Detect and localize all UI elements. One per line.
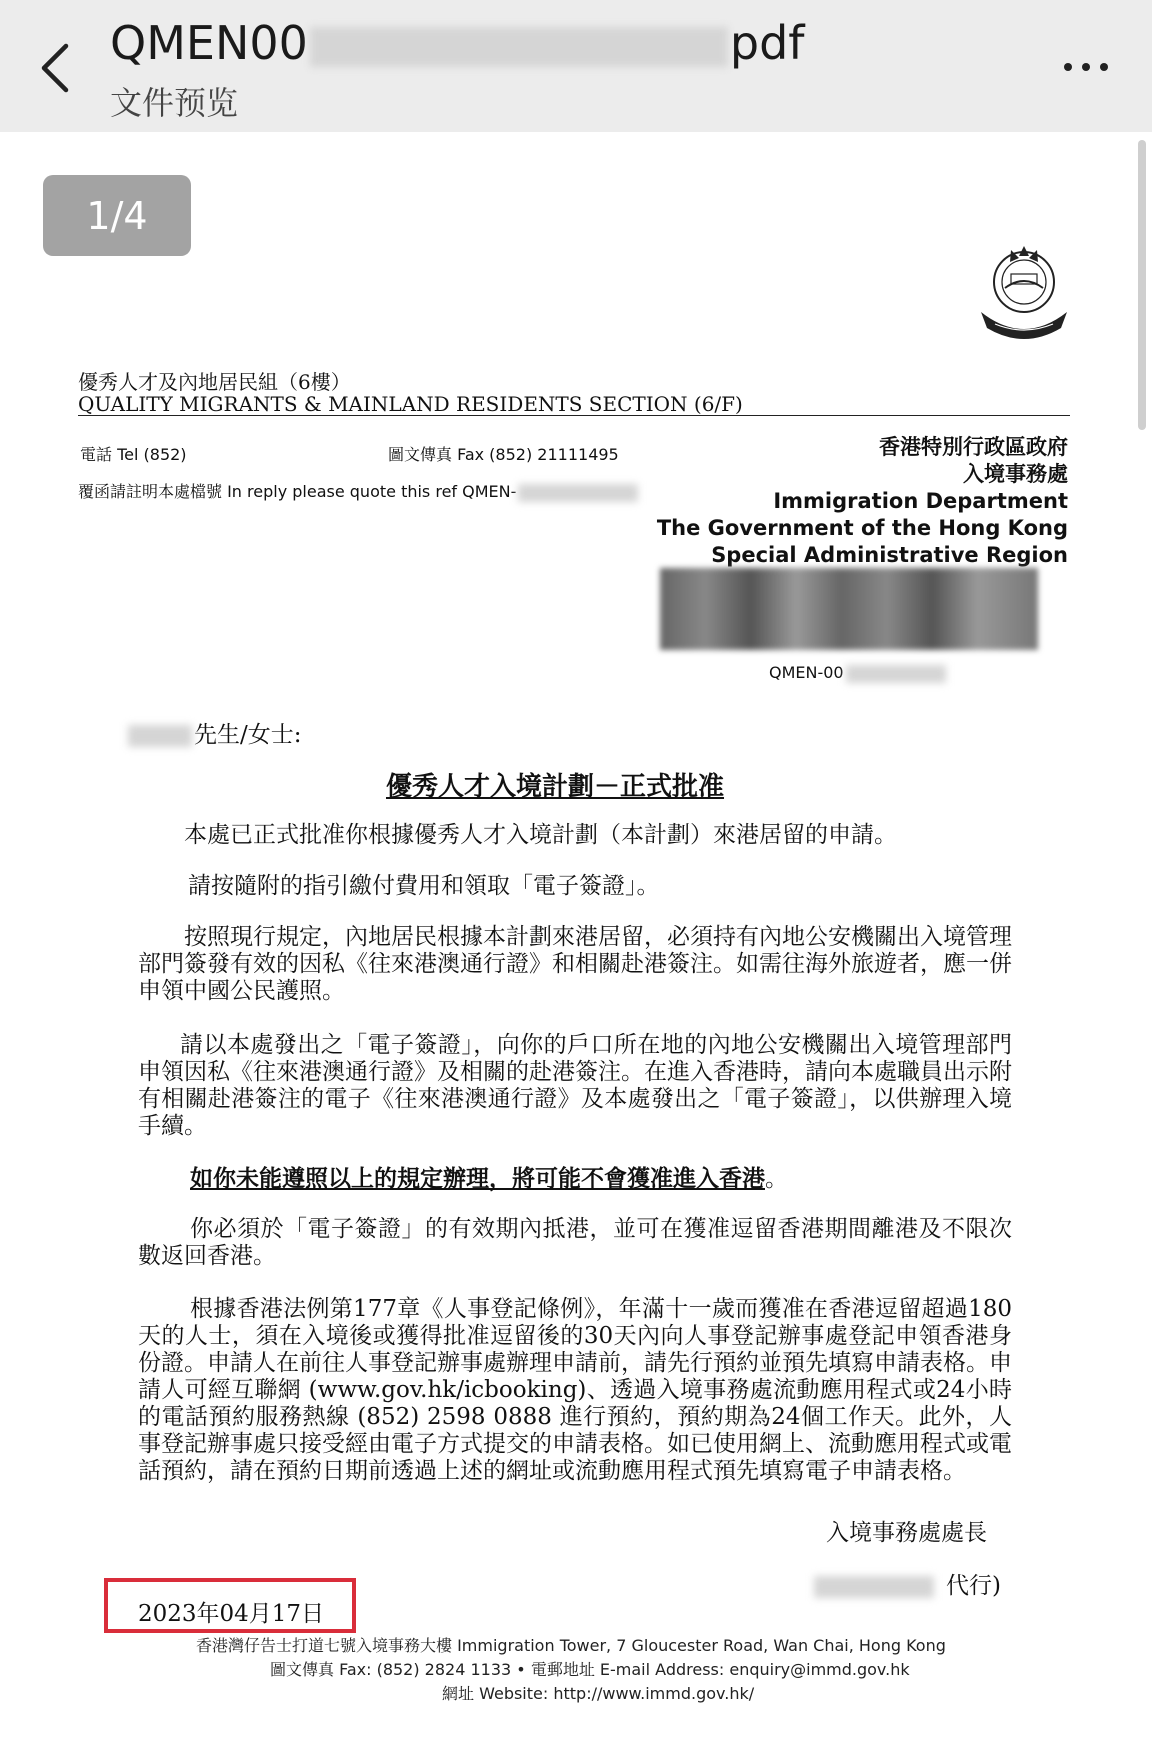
paragraph-6-text: 你必須於「電子簽證」的有效期內抵港，並可在獲准逗留香港期間離港及不限次數返回香港。 [138, 1216, 1012, 1269]
paragraph-1 [138, 822, 1012, 849]
signature-suffix: 代行) [946, 1573, 1001, 1599]
reference-label: 覆函請註明本處檔號 In reply please quote this ref QMEN- [78, 482, 517, 501]
back-button[interactable] [36, 40, 76, 96]
section-name-english: QUALITY MIGRANTS & MAINLAND RESIDENTS SECTION (6/F) [78, 392, 743, 416]
redacted-reference [518, 484, 638, 502]
paragraph-4 [138, 1032, 1012, 1140]
page-indicator: 1/4 [43, 175, 191, 256]
footer-website: 網址 Website: http://www.immd.gov.hk/ [442, 1684, 755, 1703]
gov-line-2: 入境事務處 [963, 462, 1068, 486]
header-rule [78, 415, 1070, 416]
address-reference [769, 663, 946, 683]
section-name-chinese: 優秀人才及內地居民組（6樓） [78, 370, 351, 394]
file-name-end: pdf [729, 16, 805, 70]
footer-contact: 圖文傳真 Fax: (852) 2824 1133 • 電郵地址 E-mail Address: enquiry@immd.gov.hk [270, 1660, 910, 1679]
warning-text: 如你未能遵照以上的規定辦理，將可能不會獲准進入香港 [190, 1165, 765, 1192]
redacted-file-name [310, 27, 728, 67]
letter-title: 優秀人才入境計劃－正式批准 [386, 772, 725, 802]
reference-number [78, 479, 638, 502]
more-button[interactable] [1058, 52, 1114, 82]
signature-line [814, 1567, 1001, 1600]
paragraph-3 [138, 924, 1012, 1005]
redacted-address-block [660, 568, 1038, 650]
immigration-emblem-icon [975, 240, 1073, 348]
top-bar [0, 0, 1152, 132]
more-horizontal-icon [1058, 52, 1114, 82]
gov-line-5: Special Administrative Region [711, 543, 1068, 567]
salutation [128, 716, 302, 749]
address-reference-text: QMEN-00 [769, 663, 844, 682]
paragraph-6 [138, 1216, 1012, 1270]
date-highlight-box [104, 1578, 356, 1633]
warning-paragraph [138, 1165, 1012, 1193]
redacted-recipient-name [128, 725, 192, 747]
letter-date: 2023年04月17日 [138, 1601, 325, 1627]
redacted-signatory [814, 1576, 934, 1598]
paragraph-3-text: 按照現行規定，內地居民根據本計劃來港居留，必須持有內地公安機關出入境管理部門簽發有效的因私《往來港澳通行證》和相關赴港簽注。如需往海外旅遊者，應一併申領中國公民護照。 [138, 924, 1012, 1004]
gov-line-1: 香港特別行政區政府 [879, 435, 1068, 459]
chevron-left-icon [36, 40, 76, 96]
warning-end: 。 [765, 1166, 788, 1192]
paragraph-1-text: 本處已正式批准你根據優秀人才入境計劃（本計劃）來港居留的申請。 [184, 822, 897, 848]
preview-subtitle: 文件预览 [110, 84, 239, 122]
telephone-number: 電話 Tel (852) [80, 445, 187, 464]
redacted-address-reference [846, 665, 946, 683]
file-name [110, 16, 805, 70]
paragraph-4-text: 請以本處發出之「電子簽證」，向你的戶口所在地的內地公安機關出入境管理部門申領因私《往來港澳通行證》及相關的赴港簽注。在進入香港時，請向本處職員出示附有相關赴港簽注的電子《往來港澳通行證》及本處發出之「電子簽證」，以供辦理入境手續。 [138, 1032, 1012, 1139]
paragraph-7 [138, 1296, 1012, 1485]
gov-line-4: The Government of the Hong Kong [656, 516, 1068, 540]
salutation-text: 先生/女士: [194, 722, 302, 748]
government-department [657, 434, 1068, 569]
paragraph-2 [138, 873, 1012, 900]
scrollbar[interactable] [1138, 140, 1146, 430]
fax-number: 圖文傳真 Fax (852) 21111495 [388, 445, 619, 464]
paragraph-7-text: 根據香港法例第177章《人事登記條例》，年滿十一歲而獲准在香港逗留超過180天的人士，須在入境後或獲得批准逗留後的30天內向人事登記辦事處登記申領香港身份證。申請人在前往人事登記辦事處辦理申請前，請先行預約並預先填寫申請表格。申請人可經互聯網 (www.gov.hk/icbooking)、透過入境事務處流動應用程式或24小時的電話預約服務熱線 (852) 2598 0888 進行預約，預約期為24個工作天。此外，人事登記辦事處只接受經由電子方式提交的申請表格。如已使用網上、流動應用程式或電話預約，請在預約日期前透過上述的網址或流動應用程式預先填寫電子申請表格。 [138, 1296, 1012, 1484]
footer-address: 香港灣仔告士打道七號入境事務大樓 Immigration Tower, 7 Gloucester Road, Wan Chai, Hong Kong [196, 1636, 946, 1655]
file-name-start: QMEN00 [110, 16, 308, 70]
signatory-title: 入境事務處處長 [826, 1520, 987, 1546]
paragraph-2-text: 請按隨附的指引繳付費用和領取「電子簽證」。 [188, 873, 660, 899]
gov-line-3: Immigration Department [773, 489, 1068, 513]
